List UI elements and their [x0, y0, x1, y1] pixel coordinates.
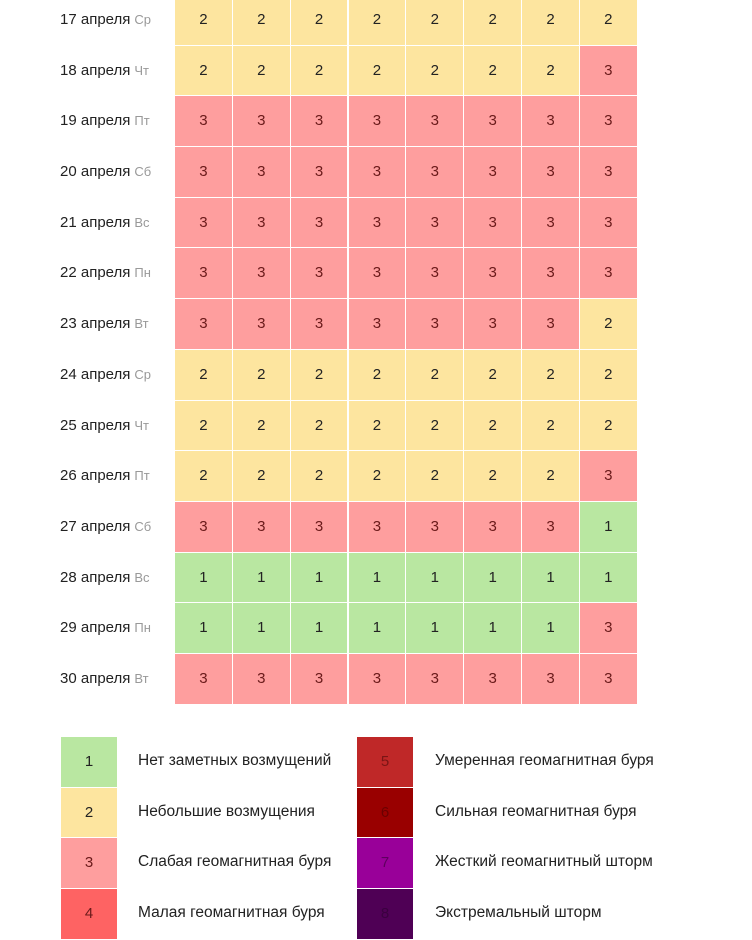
kp-cell: 2 [522, 451, 580, 502]
kp-cell: 2 [464, 350, 522, 401]
legend-swatch: 2 [61, 788, 117, 839]
legend-swatch: 8 [357, 889, 413, 940]
legend-label: Сильная геомагнитная буря [435, 802, 637, 820]
date-text: 21 апреля [60, 213, 131, 231]
kp-cell: 3 [406, 502, 464, 553]
date-text: 20 апреля [60, 163, 131, 181]
kp-cell: 1 [522, 553, 580, 604]
kp-cell: 3 [580, 147, 638, 198]
date-text: 22 апреля [60, 264, 131, 282]
legend-label: Экстремальный шторм [435, 904, 602, 922]
date-label [60, 147, 151, 198]
kp-cell: 3 [175, 96, 233, 147]
kp-cell: 2 [175, 401, 233, 452]
date-label [60, 299, 149, 350]
kp-cell: 2 [580, 350, 638, 401]
kp-cell: 1 [291, 603, 349, 654]
day-row [0, 350, 752, 401]
kp-cell: 3 [233, 198, 291, 249]
kp-cell: 2 [406, 451, 464, 502]
kp-cell: 2 [464, 0, 522, 46]
kp-cell: 2 [580, 0, 638, 46]
kp-cell: 3 [291, 502, 349, 553]
date-label [60, 451, 150, 502]
kp-cell: 3 [349, 96, 407, 147]
kp-cell: 3 [349, 248, 407, 299]
kp-cell: 2 [464, 46, 522, 97]
kp-cell: 1 [522, 603, 580, 654]
legend-label: Умеренная геомагнитная буря [435, 752, 654, 769]
kp-cell: 3 [406, 96, 464, 147]
legend-swatch: 7 [357, 838, 413, 889]
kp-cell: 3 [580, 654, 638, 705]
weekday-label: Вс [134, 569, 150, 585]
kp-cell: 3 [233, 96, 291, 147]
kp-cell: 3 [233, 502, 291, 553]
kp-cell: 3 [291, 299, 349, 350]
kp-cell: 2 [291, 451, 349, 502]
kp-cell: 3 [233, 654, 291, 705]
kp-cell: 3 [580, 248, 638, 299]
kp-cell: 2 [406, 350, 464, 401]
date-label [60, 603, 151, 654]
kp-cell: 3 [522, 502, 580, 553]
day-row [0, 299, 752, 350]
kp-cell: 3 [406, 654, 464, 705]
kp-cell: 3 [522, 248, 580, 299]
legend-label: Небольшие возмущения [138, 802, 315, 820]
kp-cell: 2 [175, 350, 233, 401]
kp-cell: 3 [175, 299, 233, 350]
date-text: 25 апреля [60, 416, 131, 434]
kp-cell: 1 [233, 553, 291, 604]
kp-cell: 3 [580, 198, 638, 249]
kp-cell: 3 [464, 502, 522, 553]
date-label [60, 654, 149, 705]
kp-cell: 3 [291, 248, 349, 299]
kp-cell: 1 [349, 603, 407, 654]
weekday-label: Чт [134, 62, 150, 78]
kp-cell: 3 [406, 147, 464, 198]
date-text: 26 апреля [60, 467, 131, 485]
date-text: 29 апреля [60, 619, 131, 637]
kp-cell: 3 [175, 147, 233, 198]
weekday-label: Пн [134, 620, 151, 636]
kp-cell: 3 [291, 198, 349, 249]
kp-cell: 3 [291, 96, 349, 147]
date-text: 17 апреля [60, 11, 131, 28]
kp-cell: 2 [175, 0, 233, 46]
kp-cell: 2 [406, 46, 464, 97]
legend-label: Малая геомагнитная буря [138, 904, 325, 922]
weekday-label: Вт [134, 670, 149, 686]
kp-cell: 1 [464, 553, 522, 604]
kp-cell: 2 [233, 451, 291, 502]
day-row [0, 147, 752, 198]
legend-swatch: 3 [61, 838, 117, 889]
date-label [60, 350, 151, 401]
date-label [60, 553, 150, 604]
date-text: 23 апреля [60, 315, 131, 333]
day-row [0, 401, 752, 452]
kp-cell: 3 [349, 299, 407, 350]
day-row [0, 0, 752, 46]
kp-cell: 3 [175, 502, 233, 553]
kp-cell: 1 [175, 553, 233, 604]
weekday-label: Чт [134, 417, 150, 433]
date-label [60, 46, 149, 97]
date-label [60, 401, 149, 452]
kp-cell: 2 [291, 46, 349, 97]
kp-cell: 3 [406, 299, 464, 350]
weekday-label: Вт [134, 316, 149, 332]
kp-cell: 2 [406, 401, 464, 452]
kp-cell: 3 [349, 147, 407, 198]
kp-cell: 2 [522, 0, 580, 46]
kp-cell: 1 [580, 502, 638, 553]
date-text: 19 апреля [60, 112, 131, 130]
kp-cell: 3 [522, 654, 580, 705]
day-row [0, 451, 752, 502]
legend-label: Слабая геомагнитная буря [138, 853, 332, 871]
day-row [0, 46, 752, 97]
kp-cell: 1 [406, 603, 464, 654]
kp-cell: 3 [522, 96, 580, 147]
kp-cell: 1 [580, 553, 638, 604]
date-label [60, 0, 151, 46]
kp-cell: 2 [464, 401, 522, 452]
legend-swatch: 4 [61, 889, 117, 940]
legend-swatch: 6 [357, 788, 413, 839]
kp-cell: 3 [406, 198, 464, 249]
day-row [0, 96, 752, 147]
kp-cell: 1 [406, 553, 464, 604]
date-text: 28 апреля [60, 568, 131, 586]
date-text: 27 апреля [60, 517, 131, 535]
weekday-label: Сб [134, 518, 152, 534]
date-text: 30 апреля [60, 669, 131, 687]
kp-cell: 2 [349, 401, 407, 452]
kp-cell: 3 [233, 147, 291, 198]
weekday-label: Пт [134, 468, 150, 484]
kp-cell: 3 [349, 198, 407, 249]
weekday-label: Вс [134, 214, 150, 230]
kp-cell: 3 [291, 147, 349, 198]
day-row [0, 603, 752, 654]
kp-cell: 3 [291, 654, 349, 705]
day-row [0, 198, 752, 249]
day-row [0, 502, 752, 553]
date-label [60, 502, 151, 553]
kp-cell: 3 [580, 603, 638, 654]
kp-cell: 3 [175, 248, 233, 299]
kp-cell: 2 [349, 350, 407, 401]
kp-cell: 2 [233, 350, 291, 401]
kp-cell: 3 [464, 248, 522, 299]
kp-cell: 3 [406, 248, 464, 299]
weekday-label: Ср [134, 366, 152, 382]
kp-cell: 2 [175, 46, 233, 97]
kp-cell: 1 [464, 603, 522, 654]
kp-cell: 2 [349, 0, 407, 46]
date-label [60, 198, 150, 249]
kp-cell: 2 [291, 350, 349, 401]
kp-cell: 3 [464, 198, 522, 249]
kp-cell: 2 [233, 0, 291, 46]
kp-cell: 2 [349, 46, 407, 97]
date-label [60, 96, 150, 147]
kp-cell: 2 [580, 401, 638, 452]
kp-cell: 3 [580, 451, 638, 502]
legend-label: Нет заметных возмущений [138, 752, 332, 769]
kp-cell: 2 [406, 0, 464, 46]
kp-cell: 2 [522, 401, 580, 452]
kp-cell: 2 [580, 299, 638, 350]
kp-cell: 3 [464, 299, 522, 350]
kp-cell: 1 [291, 553, 349, 604]
weekday-label: Сб [134, 164, 152, 180]
kp-cell: 3 [522, 147, 580, 198]
kp-cell: 2 [522, 350, 580, 401]
date-label [60, 248, 151, 299]
kp-cell: 2 [291, 0, 349, 46]
legend-swatch: 5 [357, 737, 413, 788]
kp-cell: 2 [464, 451, 522, 502]
kp-cell: 2 [233, 401, 291, 452]
legend-label: Жесткий геомагнитный шторм [435, 853, 653, 871]
kp-cell: 3 [522, 299, 580, 350]
kp-cell: 3 [233, 299, 291, 350]
kp-cell: 3 [233, 248, 291, 299]
kp-cell: 3 [464, 147, 522, 198]
kp-cell: 2 [291, 401, 349, 452]
kp-cell: 2 [522, 46, 580, 97]
kp-cell: 3 [580, 96, 638, 147]
weekday-label: Пн [134, 265, 151, 281]
date-text: 24 апреля [60, 365, 131, 383]
kp-cell: 2 [233, 46, 291, 97]
weekday-label: Ср [134, 12, 152, 27]
kp-cell: 3 [580, 46, 638, 97]
kp-cell: 2 [349, 451, 407, 502]
weekday-label: Пт [134, 113, 150, 129]
kp-cell: 3 [349, 502, 407, 553]
kp-cell: 3 [175, 198, 233, 249]
day-row [0, 654, 752, 705]
kp-cell: 1 [233, 603, 291, 654]
date-text: 18 апреля [60, 61, 131, 79]
kp-cell: 3 [464, 654, 522, 705]
kp-cell: 3 [522, 198, 580, 249]
day-row [0, 553, 752, 604]
kp-cell: 3 [464, 96, 522, 147]
day-row [0, 248, 752, 299]
kp-cell: 2 [175, 451, 233, 502]
legend-swatch: 1 [61, 737, 117, 788]
kp-cell: 1 [175, 603, 233, 654]
kp-cell: 1 [349, 553, 407, 604]
kp-cell: 3 [349, 654, 407, 705]
kp-cell: 3 [175, 654, 233, 705]
